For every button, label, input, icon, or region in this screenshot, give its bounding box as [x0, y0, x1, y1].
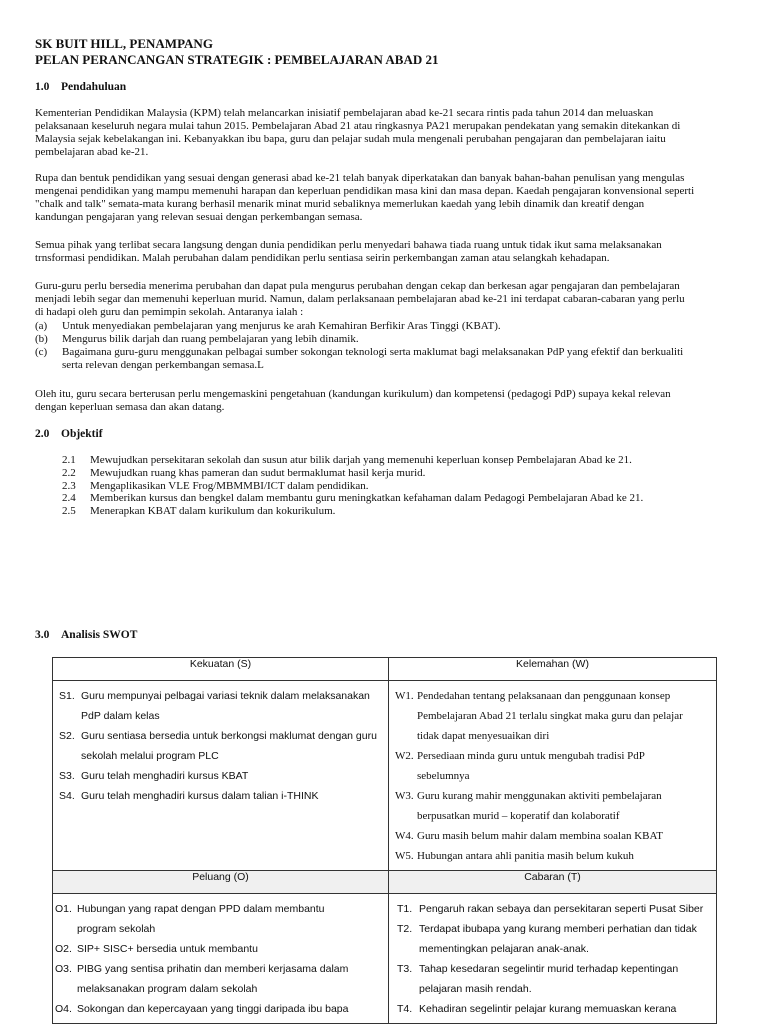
text-line: trnsformasi pendidikan. Malah perubahan dalam pendidikan perlu sentiasa seirin perkembangan zaman atau selangkah kehadapan.: [35, 251, 610, 264]
swot-item: [397, 899, 712, 919]
paragraph-intro-1: [35, 107, 741, 159]
list-text: Memberikan kursus dan bengkel dalam membantu guru meningkatkan kefahaman dalam Pedagogi Pembelajaran Abad ke 21.: [90, 492, 644, 505]
item-code: O4.: [55, 1003, 72, 1015]
item-text: Kehadiran segelintir pelajar kurang memuaskan kerana: [419, 1003, 677, 1015]
list-label: 2.2: [62, 466, 76, 479]
list-item: [62, 454, 643, 467]
section-number: 1.0: [35, 81, 50, 93]
list-label: (b): [35, 332, 48, 345]
strengths-cell: [53, 681, 389, 871]
swot-item: [395, 746, 712, 786]
item-text: Terdapat ibubapa yang kurang memberi perhatian dan tidak: [419, 923, 697, 935]
text-line: Oleh itu, guru secara berterusan perlu mengemaskini pengetahuan (kandungan kurikulum) dan kompetensi (pedagogi PdP) supaya kekal relevan: [35, 388, 671, 400]
item-text: SIP+ SISC+ bersedia untuk membantu: [77, 943, 258, 955]
objective-list: [62, 454, 643, 518]
text-line: pembelajaran abad ke-21.: [35, 145, 149, 158]
swot-item: [59, 686, 384, 726]
threats-cell: [389, 894, 717, 1024]
swot-item: [59, 766, 384, 786]
list-text: serta relevan dengan perkembangan semasa.L: [62, 358, 264, 371]
item-code: W1.: [395, 690, 414, 702]
item-code: T4.: [397, 1003, 413, 1015]
section-number: 3.0: [35, 629, 50, 641]
text-line: mengenai pendidikan yang mampu memenuhi harapan dan keperluan pendidikan masa kini dan masa depan. Kaedah pengajaran konvensional seperti: [35, 184, 695, 197]
text-line: "chalk and talk" semata-mata kurang berhasil menarik minat murid sebaliknya memerlukan kaedah yang lebih dinamik dan kreatif dengan: [35, 197, 645, 210]
weaknesses-cell: [389, 681, 717, 871]
item-text: melaksanakan program dalam sekolah: [77, 983, 258, 995]
item-code: W5.: [395, 850, 414, 862]
item-text: berpusatkan murid – koperatif dan kolaboratif: [417, 810, 620, 822]
swot-item: [395, 826, 712, 846]
item-text: tidak dapat menyesuaikan diri: [417, 730, 550, 742]
list-item: [62, 480, 643, 493]
text-line: dengan keperluan semasa dan akan datang.: [35, 400, 225, 413]
list-label: (a): [35, 320, 48, 332]
strengths-header: Kekuatan (S): [53, 658, 389, 681]
paragraph-intro-3: [35, 239, 741, 265]
swot-item: [59, 786, 384, 806]
swot-item: [395, 846, 712, 866]
swot-item: [55, 939, 384, 959]
item-text: mementingkan pelajaran anak-anak.: [419, 943, 589, 955]
list-text: Bagaimana guru-guru menggunakan pelbagai sumber sokongan teknologi serta maklumat bagi melaksanakan PdP yang efektif dan berkualiti: [62, 345, 684, 358]
section-1-heading: [35, 81, 126, 93]
item-text: Pengaruh rakan sebaya dan persekitaran seperti Pusat Siber: [419, 903, 704, 915]
item-code: T2.: [397, 923, 413, 935]
item-code: W3.: [395, 790, 414, 802]
school-name: SK BUIT HILL, PENAMPANG: [35, 36, 213, 51]
item-text: PdP dalam kelas: [81, 710, 160, 722]
item-text: Pendedahan tentang pelaksanaan dan penggunaan konsep: [417, 690, 671, 702]
text-line: Malaysia sejak kebelakangan ini. Kebanyakkan ibu bapa, guru dan pelajar sudah mula mengenali perubahan pengajaran dan pembelajaran iaitu: [35, 132, 666, 145]
list-label: (c): [35, 345, 48, 358]
list-item: [35, 346, 741, 372]
list-label: 2.5: [62, 505, 76, 518]
item-code: O3.: [55, 963, 72, 975]
swot-item: [397, 999, 712, 1019]
item-text: Guru sentiasa bersedia untuk berkongsi maklumat dengan guru: [81, 730, 377, 742]
item-text: Guru kurang mahir menggunakan aktiviti pembelajaran: [417, 790, 662, 802]
item-text: pelajaran masih rendah.: [419, 983, 532, 995]
item-code: S2.: [59, 730, 75, 742]
list-item: [62, 467, 643, 480]
paragraph-intro-2: [35, 172, 741, 224]
item-text: Guru telah menghadiri kursus KBAT: [81, 770, 249, 782]
item-code: S3.: [59, 770, 75, 782]
list-item: [62, 492, 643, 505]
text-line: Semua pihak yang terlibat secara langsung dengan dunia pendidikan perlu menyedari bahawa tiada ruang untuk tidak ikut sama melaksanakan: [35, 239, 662, 251]
item-code: T1.: [397, 903, 413, 915]
section-title: Analisis SWOT: [61, 629, 138, 641]
swot-table: [52, 657, 717, 1024]
text-line: Kementerian Pendidikan Malaysia (KPM) telah melancarkan inisiatif pembelajaran abad ke-21 secara rintis pada tahun 2014 dan meluaskan: [35, 107, 654, 119]
item-text: Guru mempunyai pelbagai variasi teknik dalam melaksanakan: [81, 690, 370, 702]
swot-item: [59, 726, 384, 766]
list-item: [35, 333, 741, 346]
item-text: sebelumnya: [417, 770, 470, 782]
item-code: O1.: [55, 903, 72, 915]
list-text: Mewujudkan persekitaran sekolah dan susun atur bilik darjah yang memenuhi keperluan konsep Pembelajaran Abad ke 21.: [90, 454, 632, 466]
section-3-heading: [35, 629, 137, 641]
item-code: W4.: [395, 830, 414, 842]
text-line: Guru-guru perlu bersedia menerima perubahan dan dapat pula mengurus perubahan dengan cekap dan berkesan agar pengajaran dan pembelajaran: [35, 280, 680, 292]
item-text: Guru masih belum mahir dalam membina soalan KBAT: [417, 830, 663, 842]
section-title: Objektif: [61, 428, 103, 440]
list-text: Mengaplikasikan VLE Frog/MBMMBI/ICT dalam pendidikan.: [90, 479, 369, 492]
swot-item: [397, 959, 712, 999]
document-title: PELAN PERANCANGAN STRATEGIK : PEMBELAJARAN ABAD 21: [35, 52, 439, 67]
swot-item: [55, 959, 384, 999]
item-text: Tahap kesedaran segelintir murid terhadap kepentingan: [419, 963, 679, 975]
item-text: Hubungan antara ahli panitia masih belum kukuh: [417, 850, 634, 862]
text-line: kandungan pengajaran yang relevan sesuai dengan perkembangan semasa.: [35, 210, 363, 223]
item-text: Sokongan dan kepercayaan yang tinggi daripada ibu bapa: [77, 1003, 349, 1015]
list-label: 2.1: [62, 454, 76, 466]
swot-item: [55, 999, 384, 1019]
challenge-list: [35, 320, 741, 372]
paragraph-intro-4: [35, 280, 741, 319]
item-text: sekolah melalui program PLC: [81, 750, 219, 762]
text-line: menjadi lebih segar dan memenuhi keperluan murid. Namun, dalam perlaksanaan pembelajaran abad ke-21 ini terdapat cabaran-cabaran yang perlu: [35, 292, 685, 305]
item-text: Pembelajaran Abad 21 terlalu singkat maka guru dan pelajar: [417, 710, 683, 722]
paragraph-intro-5: [35, 388, 741, 414]
item-code: W2.: [395, 750, 414, 762]
item-text: Guru telah menghadiri kursus dalam talian i-THINK: [81, 790, 319, 802]
section-number: 2.0: [35, 428, 50, 440]
item-code: O2.: [55, 943, 72, 955]
list-item: [35, 320, 741, 333]
section-title: Pendahuluan: [61, 81, 127, 93]
item-text: Persediaan minda guru untuk mengubah tradisi PdP: [417, 750, 645, 762]
opportunities-cell: [53, 894, 389, 1024]
list-label: 2.3: [62, 479, 76, 492]
text-line: Rupa dan bentuk pendidikan yang sesuai dengan generasi abad ke-21 telah banyak diperkatakan dan banyak bahan-bahan penulisan yang mengulas: [35, 172, 685, 184]
item-code: T3.: [397, 963, 413, 975]
threats-header: Cabaran (T): [389, 871, 717, 894]
list-text: Mengurus bilik darjah dan ruang pembelajaran yang lebih dinamik.: [62, 332, 359, 345]
item-text: PIBG yang sentisa prihatin dan memberi kerjasama dalam: [77, 963, 349, 975]
swot-item: [395, 686, 712, 746]
list-text: Untuk menyediakan pembelajaran yang menjurus ke arah Kemahiran Berfikir Aras Tinggi (KBAT).: [62, 320, 501, 332]
section-2-heading: [35, 428, 103, 440]
item-text: program sekolah: [77, 923, 156, 935]
list-label: 2.4: [62, 492, 76, 505]
list-text: Mewujudkan ruang khas pameran dan sudut bermaklumat hasil kerja murid.: [90, 466, 426, 479]
opportunities-header: Peluang (O): [53, 871, 389, 894]
text-line: di hadapi oleh guru dan pemimpin sekolah. Antaranya ialah :: [35, 305, 304, 318]
text-line: pelaksanaan keseluruh negara mulai tahun 2015. Pembelajaran Abad 21 atau ringkasnya PA21 merupakan pendekatan yang semakin ditekankan di: [35, 119, 681, 132]
swot-item: [397, 919, 712, 959]
swot-item: [395, 786, 712, 826]
item-code: S1.: [59, 690, 75, 702]
item-code: S4.: [59, 790, 75, 802]
item-text: Hubungan yang rapat dengan PPD dalam membantu: [77, 903, 325, 915]
swot-item: [55, 899, 384, 939]
list-text: Menerapkan KBAT dalam kurikulum dan kokurikulum.: [90, 505, 336, 518]
weaknesses-header: Kelemahan (W): [389, 658, 717, 681]
list-item: [62, 505, 643, 518]
